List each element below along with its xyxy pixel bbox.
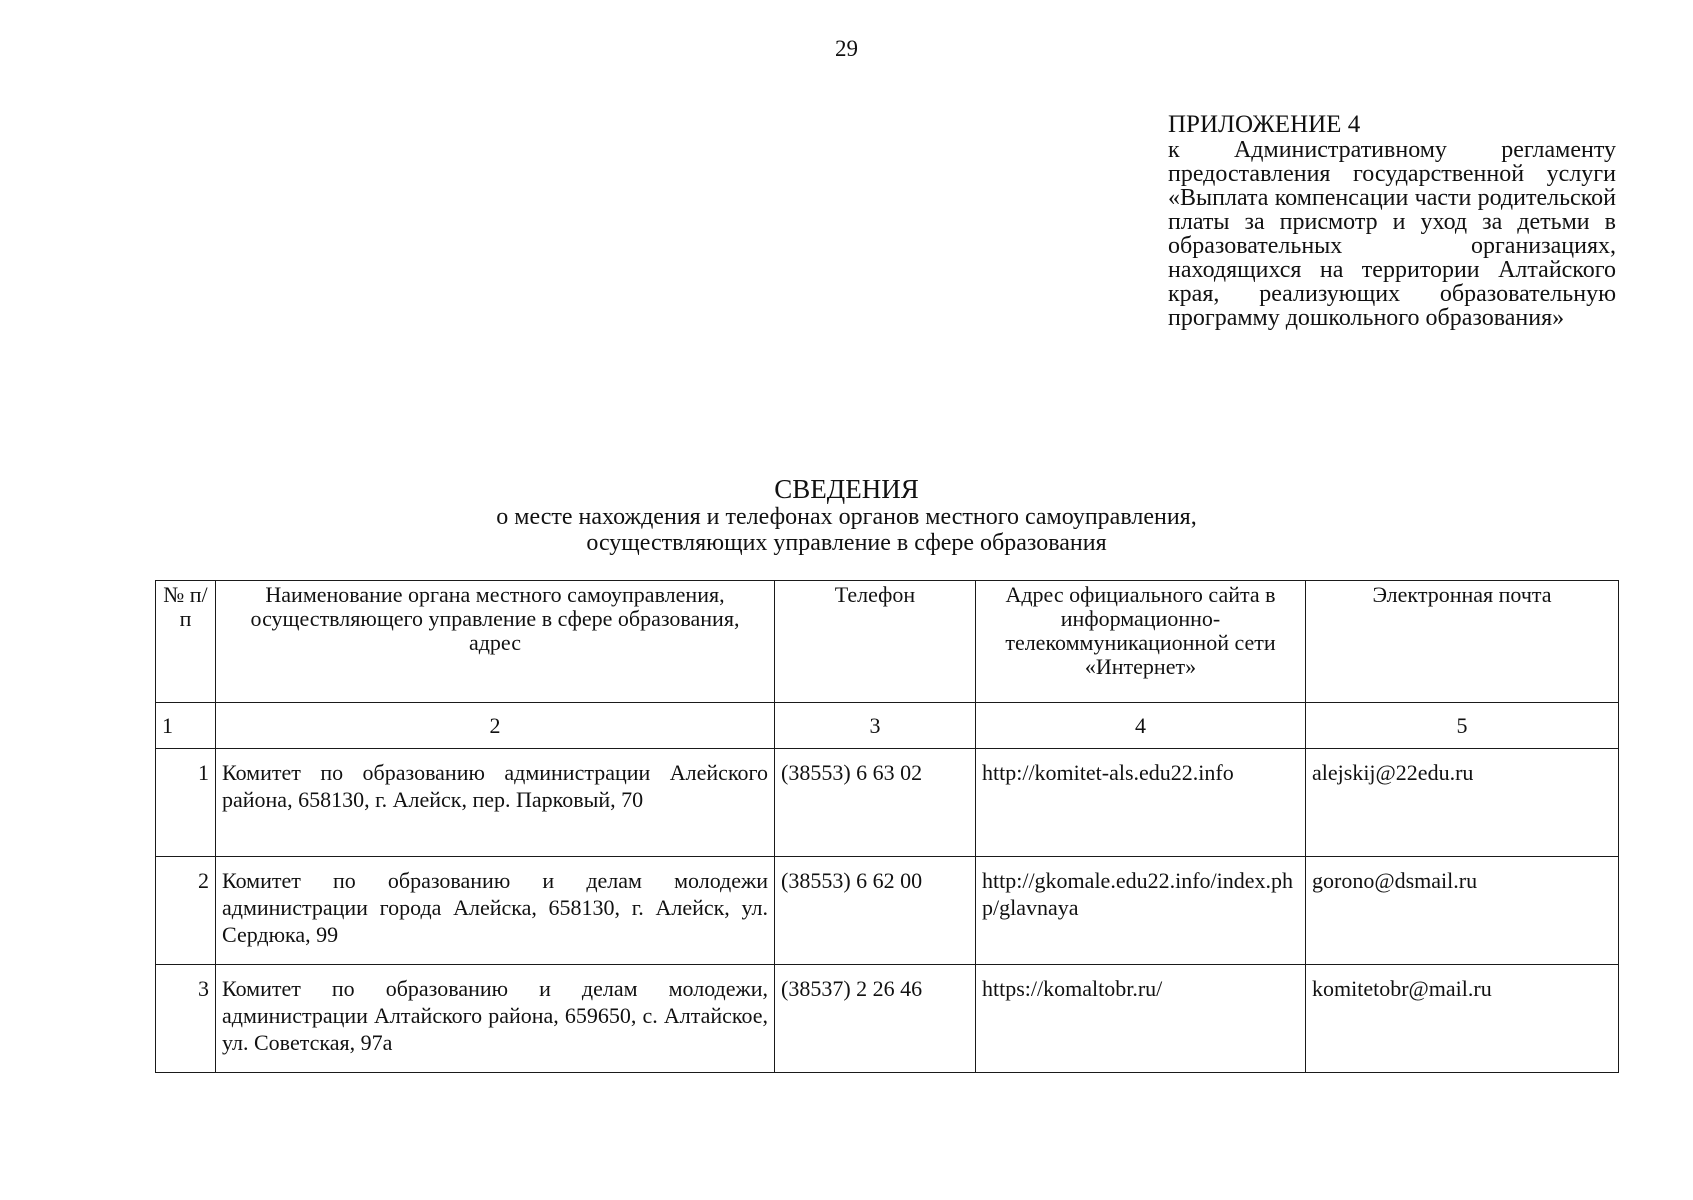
table-header-row bbox=[156, 581, 1619, 703]
phone-number: (38553) 6 63 02 bbox=[775, 749, 976, 857]
website-address: http://gkomale.edu22.info/index.php/glavnaya bbox=[976, 857, 1306, 965]
header-email: Электронная почта bbox=[1306, 581, 1619, 703]
authority-name: Комитет по образованию и делам молодежи администрации города Алейска, 658130, г. Алейск, ул. Сердюка, 99 bbox=[216, 857, 775, 965]
table-row bbox=[156, 857, 1619, 965]
column-number-row bbox=[156, 703, 1619, 749]
header-number: № п/п bbox=[156, 581, 216, 703]
header-authority-name: Наименование органа местного самоуправления, осуществляющего управление в сфере образования, адрес bbox=[216, 581, 775, 703]
email-address: gorono@dsmail.ru bbox=[1306, 857, 1619, 965]
page-number: 29 bbox=[835, 36, 858, 61]
phone-number: (38553) 6 62 00 bbox=[775, 857, 976, 965]
heading-title: СВЕДЕНИЯ bbox=[774, 474, 919, 504]
phone-number: (38537) 2 26 46 bbox=[775, 965, 976, 1073]
header-phone: Телефон bbox=[775, 581, 976, 703]
website-address: http://komitet-als.edu22.info bbox=[976, 749, 1306, 857]
email-address: alejskij@22edu.ru bbox=[1306, 749, 1619, 857]
column-number: 4 bbox=[976, 703, 1306, 749]
header-website: Адрес официального сайта в информационно-телекоммуникационной сети «Интернет» bbox=[976, 581, 1306, 703]
column-number: 2 bbox=[216, 703, 775, 749]
row-number: 1 bbox=[156, 749, 216, 857]
column-number: 1 bbox=[156, 703, 216, 749]
authorities-table bbox=[155, 580, 1619, 1073]
authority-name: Комитет по образованию и делам молодежи, администрации Алтайского района, 659650, с. Алтайское, ул. Советская, 97а bbox=[216, 965, 775, 1073]
email-address: komitetobr@mail.ru bbox=[1306, 965, 1619, 1073]
row-number: 3 bbox=[156, 965, 216, 1073]
appendix-title: ПРИЛОЖЕНИЕ 4 bbox=[1168, 111, 1361, 138]
table-row bbox=[156, 749, 1619, 857]
column-number: 5 bbox=[1306, 703, 1619, 749]
heading-subtitle-line-2: осуществляющих управление в сфере образования bbox=[586, 530, 1107, 556]
heading-subtitle-line-1: о месте нахождения и телефонах органов местного самоуправления, bbox=[496, 504, 1197, 530]
appendix-text: к Административному регламенту предоставления государственной услуги «Выплата компенсации части родительской платы за присмотр и уход за детьми в образовательных организациях, находящихся на территории Алтайского края, реализующих образовательную программу дошкольного образования» bbox=[1168, 137, 1616, 331]
authority-name: Комитет по образованию администрации Алейского района, 658130, г. Алейск, пер. Парковый, 70 bbox=[216, 749, 775, 857]
column-number: 3 bbox=[775, 703, 976, 749]
document-heading bbox=[0, 474, 1693, 556]
website-address: https://komaltobr.ru/ bbox=[976, 965, 1306, 1073]
row-number: 2 bbox=[156, 857, 216, 965]
table-row bbox=[156, 965, 1619, 1073]
appendix-block bbox=[1168, 112, 1616, 330]
